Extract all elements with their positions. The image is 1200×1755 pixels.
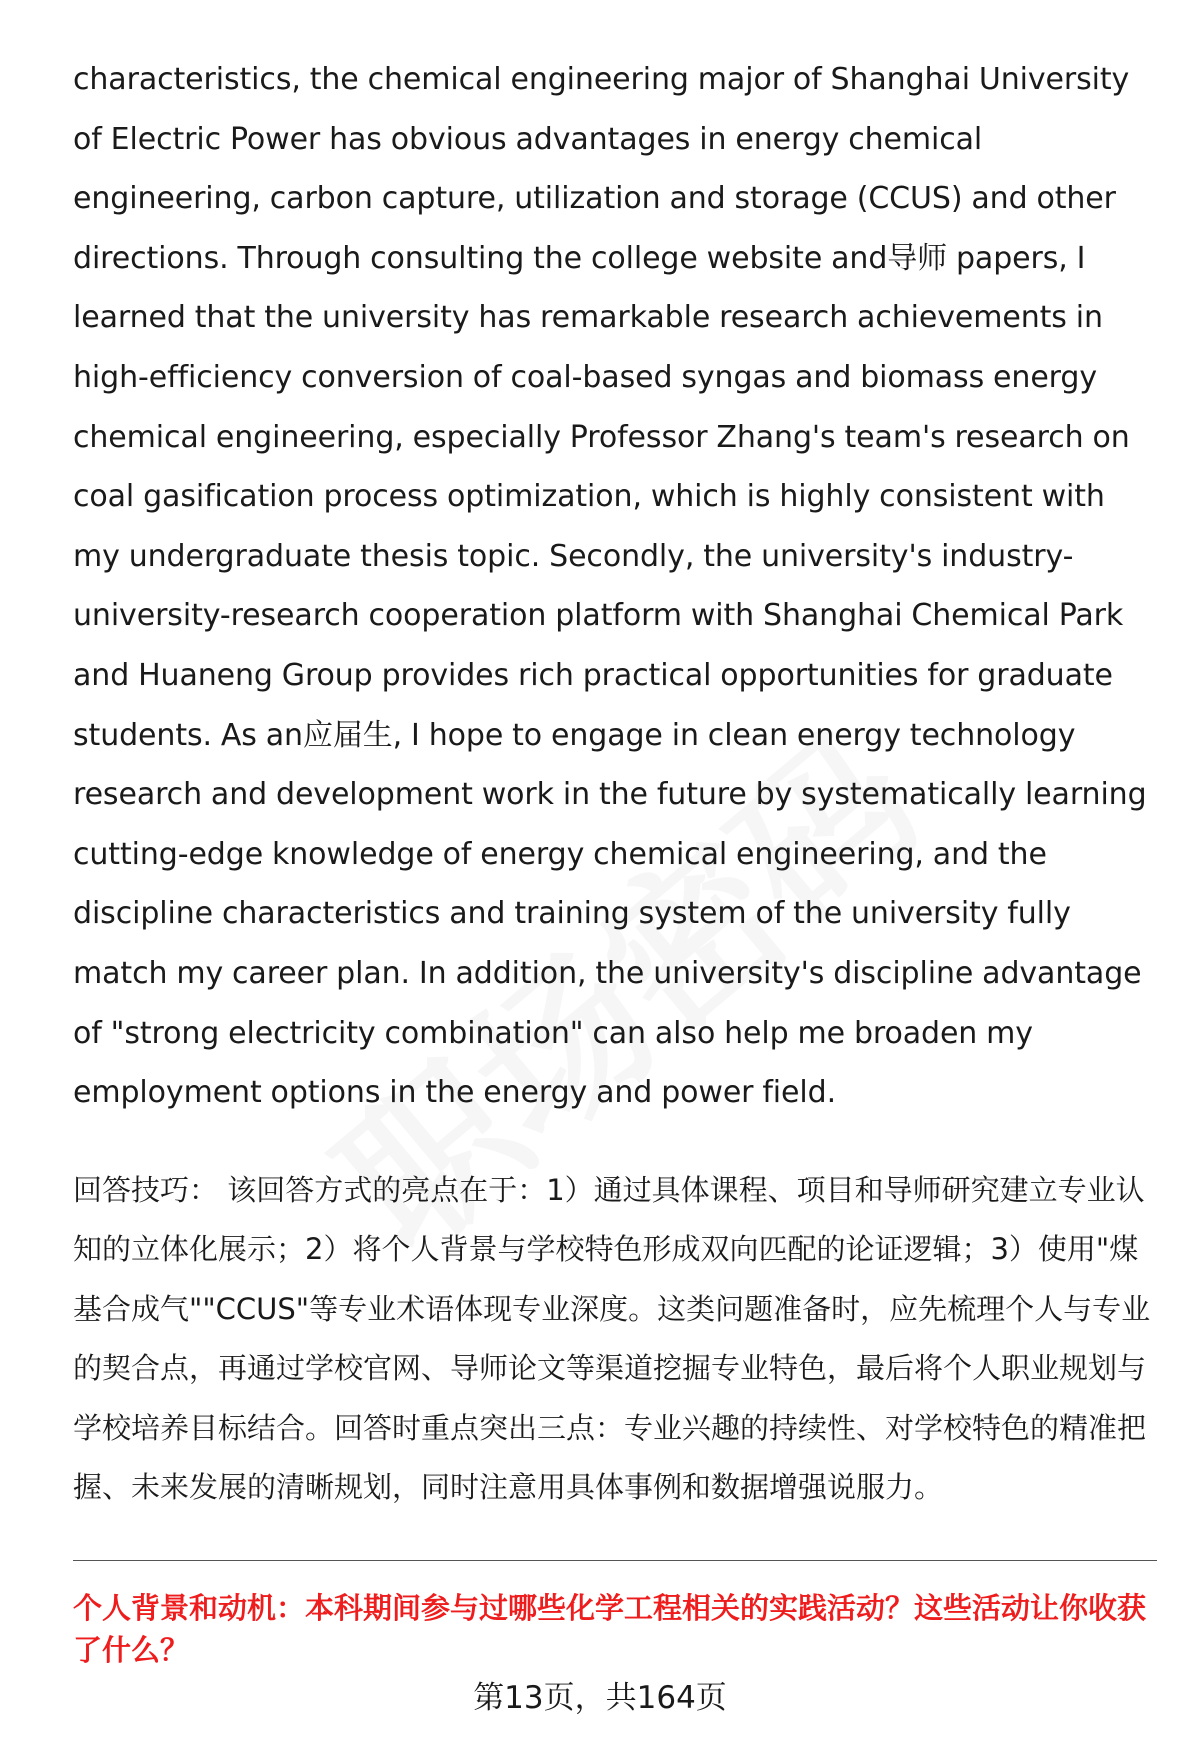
document-page — [73, 50, 1157, 1671]
section-divider — [73, 1560, 1157, 1561]
answer-tips: 回答技巧： 该回答方式的亮点在于：1）通过具体课程、项目和导师研究建立专业认知的立体化展示；2）将个人背景与学校特色形成双向匹配的论证逻辑；3）使用"煤基合成气""CCUS"等专业术语体现专业深度。这类问题准备时，应先梳理个人与专业的契合点，再通过学校官网、导师论文等渠道挖掘专业特色，最后将个人职业规划与学校培养目标结合。回答时重点突出三点：专业兴趣的持续性、对学校特色的精准把握、未来发展的清晰规划，同时注意用具体事例和数据增强说服力。 — [73, 1172, 1151, 1505]
next-question-heading: 个人背景和动机：本科期间参与过哪些化学工程相关的实践活动？这些活动让你收获了什么？ — [73, 1590, 1147, 1667]
answer-paragraph: characteristics, the chemical engineering major of Shanghai University of Electric Power has obvious advantages in energy chemical engineering, carbon capture, utilization and storage (CCUS) and other directions. Through consulting the college website and导师 papers, I learned that the university has remarkable research achievements in high-efficiency conversion of coal-based syngas and biomass energy chemical engineering, especially Professor Zhang's team's research on coal gasification process optimization, which is highly consistent with my undergraduate thesis topic. Secondly, the university's industry-university-research cooperation platform with Shanghai Chemical Park and Huaneng Group provides rich practical opportunities for graduate students. As an应届生, I hope to engage in clean energy technology research and development work in the future by systematically learning cutting-edge knowledge of energy chemical engineering, and the discipline characteristics and training system of the university fully match my career plan. In addition, the university's discipline advantage of "strong electricity combination" can also help me broaden my employment options in the energy and power field. — [73, 62, 1147, 1111]
page-number: 第13页，共164页 — [473, 1680, 727, 1716]
